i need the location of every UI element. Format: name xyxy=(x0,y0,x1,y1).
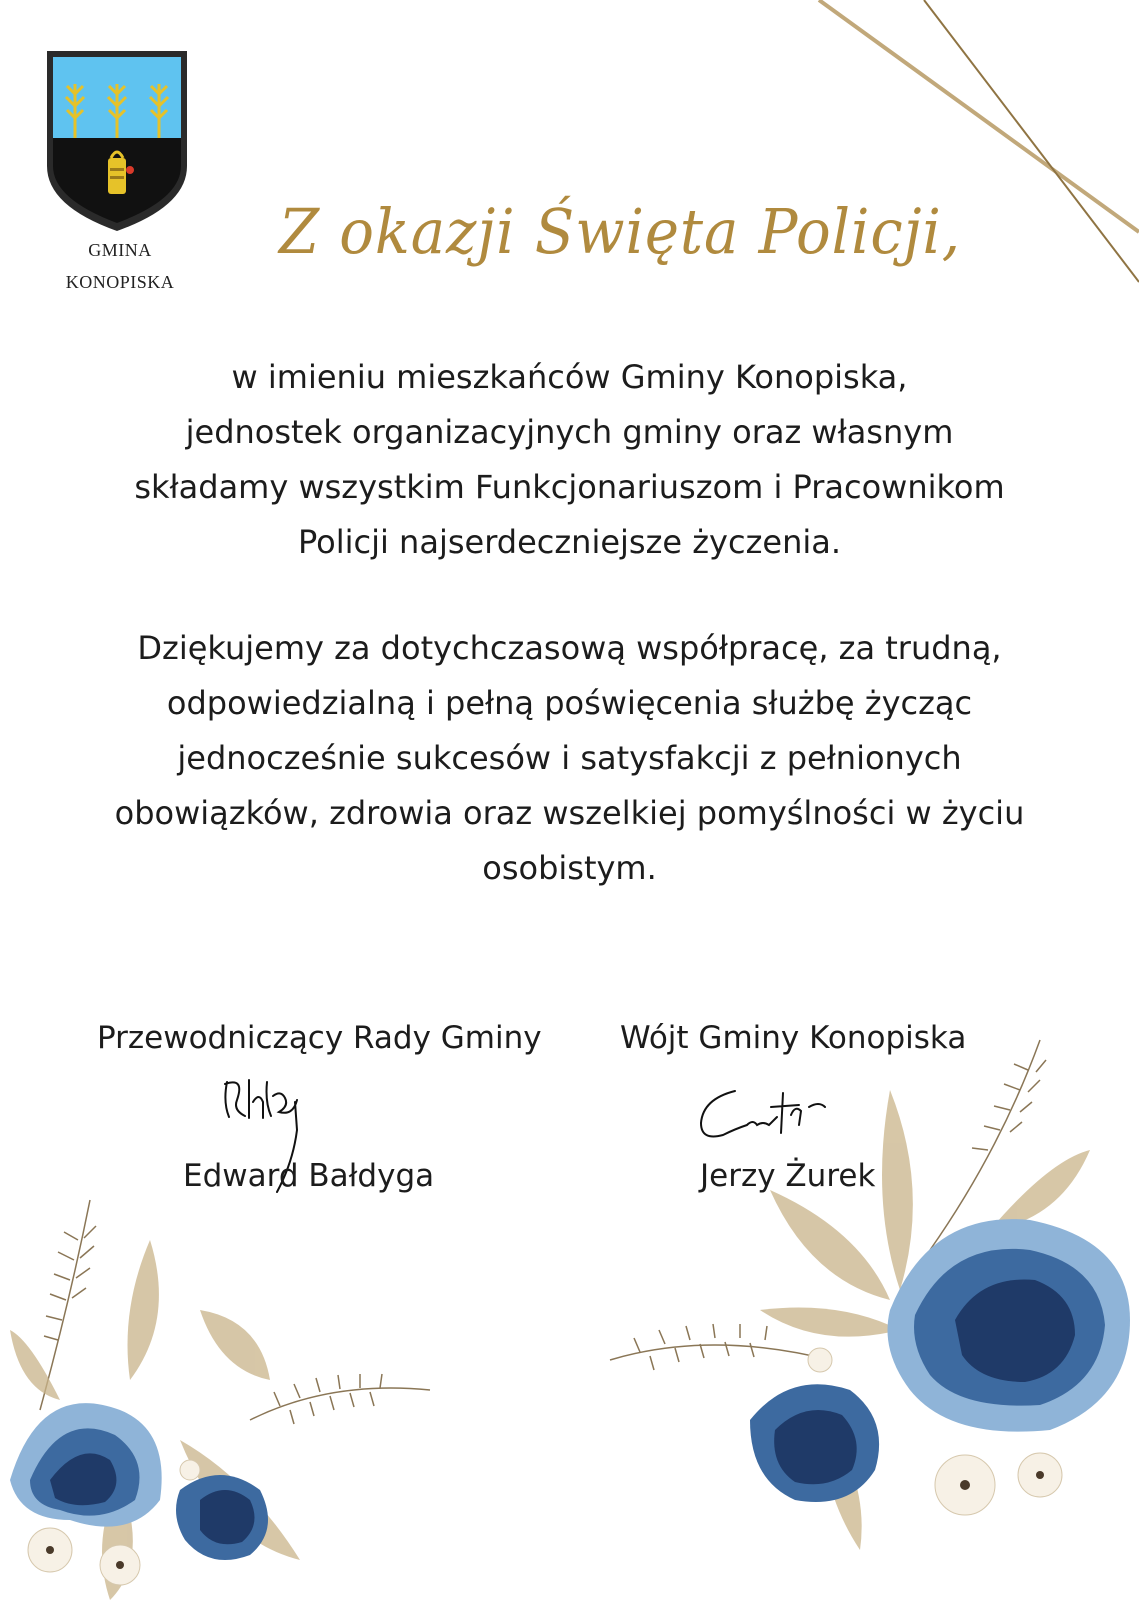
crest-label-line2: KONOPISKA xyxy=(65,272,175,292)
thanks-paragraph xyxy=(40,621,1099,896)
floral-left-icon xyxy=(0,1180,470,1600)
council-chair-role: Przewodniczący Rady Gminy xyxy=(97,1020,542,1056)
crest-icon xyxy=(42,46,192,236)
text-line: obowiązków, zdrowia oraz wszelkiej pomyślności w życiu xyxy=(114,794,1025,832)
text-line: Policji najserdeczniejsze życzenia. xyxy=(297,523,842,561)
text-line: składamy wszystkim Funkcjonariuszom i Pracownikom xyxy=(134,468,1005,506)
page-title: Z okazji Święta Policji, xyxy=(278,195,962,268)
text-line: jednostek organizacyjnych gminy oraz własnym xyxy=(185,413,954,451)
text-line: w imieniu mieszkańców Gminy Konopiska, xyxy=(231,358,908,396)
floral-right-icon xyxy=(570,1030,1139,1600)
mayor-name: Jerzy Żurek xyxy=(700,1158,876,1194)
text-line: osobistym. xyxy=(482,849,657,887)
text-line: odpowiedzialną i pełną poświęcenia służbę życząc xyxy=(166,684,973,722)
mayor-role: Wójt Gminy Konopiska xyxy=(620,1020,967,1056)
text-line: jednocześnie sukcesów i satysfakcji z pełnionych xyxy=(177,739,962,777)
text-line: Dziękujemy za dotychczasową współpracę, za trudną, xyxy=(137,629,1002,667)
greeting-paragraph xyxy=(40,350,1099,570)
crest-label-line1: GMINA xyxy=(88,240,152,260)
council-chair-name: Edward Bałdyga xyxy=(183,1158,435,1194)
